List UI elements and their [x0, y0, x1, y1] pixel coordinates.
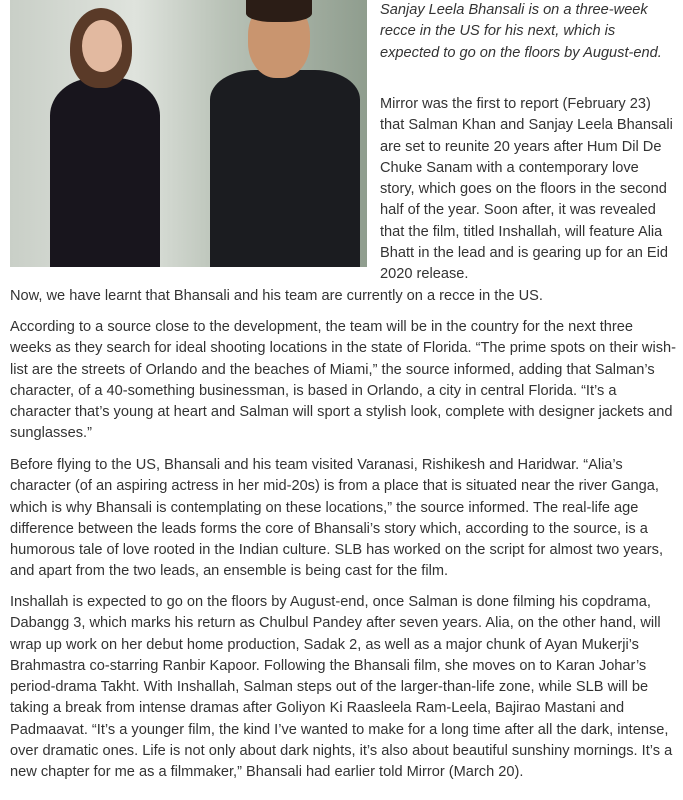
paragraph-1-part-2: Now, we have learnt that Bhansali and his team are currently on a recce in the US.	[10, 288, 543, 304]
paragraph-1-part-1: Mirror was the first to report (February 23) that Salman Khan and Sanjay Leela Bhansali are set to reunite 20 years after Hum Dil De Chuke Sanam with a contemporary love story, which goes on the floors in the second half of the year. Soon after, it was revealed that the film, titled Inshallah, will feature Alia Bhatt in the lead and is gearing up for an Eid 2020 release.	[380, 96, 673, 283]
photo-man-hair	[246, 0, 312, 22]
article-intro: Sanjay Leela Bhansali is on a three-week recce in the US for his next, which is expected to go on the floors by August-end.	[380, 2, 662, 61]
photo-woman-face	[82, 20, 122, 72]
paragraph-2: According to a source close to the development, the team will be in the country for the next three weeks as they search for ideal shooting locations in the state of Florida. “The prime spots on their wish-list are the streets of Orlando and the beaches of Miami,” the source informed, adding that Salman’s character, of a 40-something businessman, is based in Orlando, a city in central Florida. “It’s a character that’s young at heart and Salman will sport a stylish look, complete with designer jackets and sunglasses.”	[10, 319, 676, 442]
article-photo	[10, 0, 367, 267]
photo-woman-figure	[50, 78, 160, 267]
paragraph-4: Inshallah is expected to go on the floors by August-end, once Salman is done filming his copdrama, Dabangg 3, which marks his return as Chulbul Pandey after seven years. Alia, on the other hand, will wrap up work on her debut home production, Sadak 2, as well as a major chunk of Ayan Mukerji’s Brahmastra co-starring Ranbir Kapoor. Following the Bhansali film, she moves on to Karan Johar’s period-drama Takht. With Inshallah, Salman steps out of the larger-than-life zone, while SLB will be taking a break from intense dramas after Goliyon Ki Raasleela Ram-Leela, Bajirao Mastani and Padmaavat. “It’s a younger film, the kind I’ve wanted to make for a long time after all the dark, intense, over dramatic ones. Life is not only about dark nights, it’s also about beautiful sunshiny mornings. It’s a new chapter for me as a filmmaker,” Bhansali had earlier told Mirror (March 20).	[10, 594, 673, 781]
paragraph-3: Before flying to the US, Bhansali and his team visited Varanasi, Rishikesh and Haridwar. “Alia’s character (of an aspiring actress in her mid-20s) is from a place that is situated near the river Ganga, which is why Bhansali is contemplating on these locations,” the source informed. The real-life age difference between the leads forms the core of Bhansali’s story which, according to the source, is a humorous tale of love rooted in the Indian culture. SLB has worked on the script for almost two years, and apart from the two leads, an ensemble is being cast for the film.	[10, 457, 664, 580]
photo-man-figure	[210, 70, 360, 267]
